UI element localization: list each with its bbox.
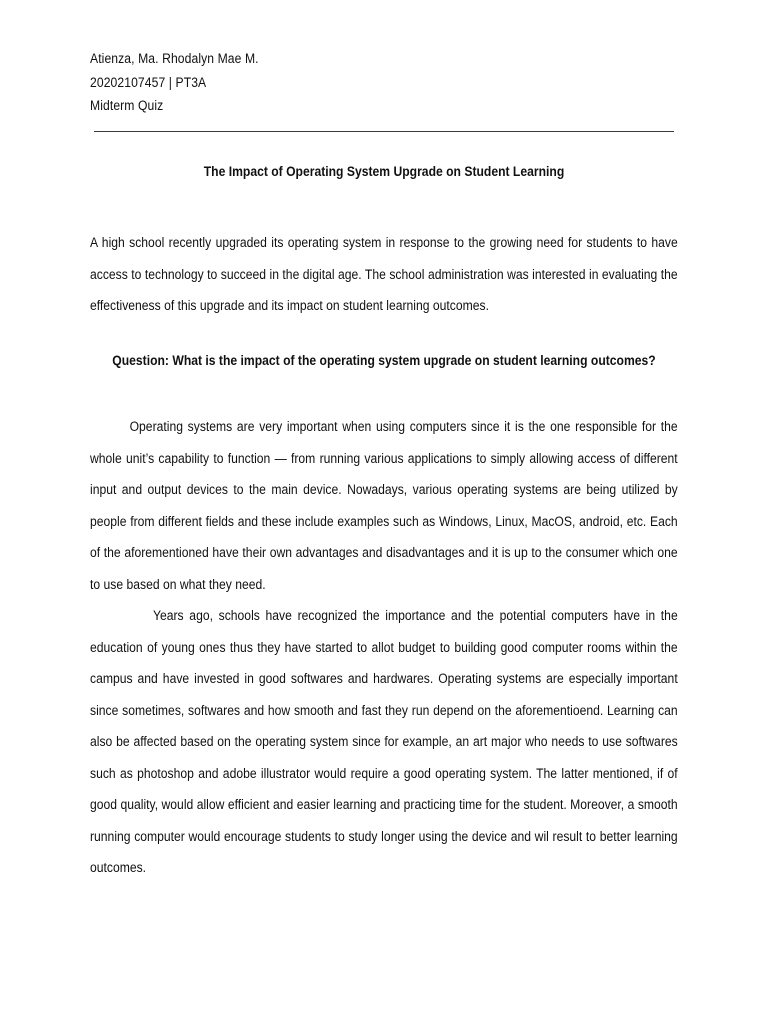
answer-paragraph-2: Years ago, schools have recognized the importance and the potential computers have in the education of young ones thus they have started to allot budget to building good computer rooms within the campus and have invested in good softwares and hardwares. Operating systems are especially important since sometimes, softwares and how smooth and fast they run depend on the aforementioend. Learning can also be affected based on the operating system since for example, an art major who needs to use softwares such as photoshop and adobe illustrator would require a good operating system. The latter mentioned, if of good quality, would allow efficient and easier learning and practicing time for the student. Moreover, a smooth running computer would encourage students to study longer using the device and wil result to better learning outcomes. (90, 608, 678, 875)
question-heading: Question: What is the impact of the operating system upgrade on student learning outcomes? (112, 353, 656, 368)
document-header (90, 47, 259, 118)
answer-body (90, 411, 678, 884)
intro-text: A high school recently upgraded its operating system in response to the growing need for students to have access to technology to succeed in the digital age. The school administration was interested in evaluating the effectiveness of this upgrade and its impact on student learning outcomes. (90, 235, 678, 313)
student-id-section: 20202107457 | PT3A (90, 74, 207, 90)
intro-paragraph (90, 227, 678, 322)
student-name: Atienza, Ma. Rhodalyn Mae M. (90, 51, 259, 66)
horizontal-divider (94, 131, 674, 132)
assessment-label: Midterm Quiz (90, 98, 164, 113)
document-title: The Impact of Operating System Upgrade on Student Learning (203, 164, 565, 179)
answer-paragraph-1: Operating systems are very important when using computers since it is the one responsible for the whole unit’s capability to function — from running various applications to simply allowing access of different input and output devices to the main device. Nowadays, various operating systems are being utilized by people from different fields and these include examples such as Windows, Linux, MacOS, android, etc. Each of the aforementioned have their own advantages and disadvantages and it is up to the consumer which one to use based on what they need. (90, 419, 678, 592)
